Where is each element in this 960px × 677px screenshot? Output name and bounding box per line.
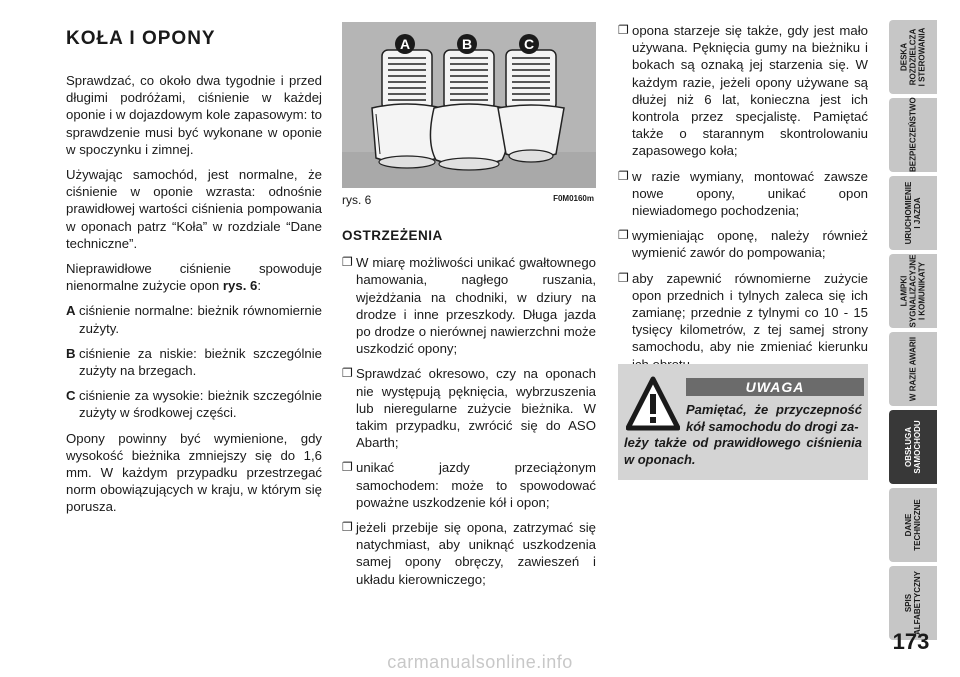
tab-label: SPIS ALFABETYCZNY: [904, 571, 922, 635]
tab-obsluga-samochodu[interactable]: [889, 410, 937, 484]
tab-deska-rozdzielcza[interactable]: [889, 20, 937, 94]
page-title: KOŁA I OPONY: [66, 28, 216, 49]
checkbox-bullet-icon: ❐: [618, 168, 629, 183]
checkbox-bullet-icon: ❐: [342, 460, 353, 475]
legend-text: ciśnienie za wysokie: bieżnik szczególnie zużyty w środkowej części.: [79, 388, 322, 421]
legend-label: A: [66, 303, 76, 319]
legend-text: ciśnienie normalne: bieżnik równomiernie zużyty.: [79, 303, 322, 336]
checkbox-bullet-icon: ❐: [342, 255, 353, 270]
warning-item: [342, 365, 596, 451]
checkbox-bullet-icon: ❐: [618, 228, 629, 243]
warnings-heading: OSTRZEŻENIA: [342, 228, 443, 243]
warning-item: [342, 459, 596, 511]
checkbox-bullet-icon: ❐: [618, 270, 629, 285]
marker-a: A: [395, 34, 415, 54]
caution-text: [624, 402, 862, 468]
legend-item-c: [66, 387, 322, 421]
figure-caption-label: rys. 6: [342, 193, 372, 207]
warnings-section: [342, 227, 596, 596]
warning-text: unikać jazdy przeciążonym samochodem: może to spowodować poważne uszkodzenie kół i opon;: [356, 460, 596, 510]
improper-pressure-paragraph: [66, 260, 322, 294]
tab-w-razie-awarii[interactable]: [889, 332, 937, 406]
warning-text: Sprawdzać okresowo, czy na oponach nie występują pęknięcia, wybrzuszenia lub nieregularne zużycie bieżnika. W takim przypadku, zwrócić się do ASO Abarth;: [356, 366, 596, 451]
marker-c: C: [519, 34, 539, 54]
caution-heading: UWAGA: [686, 378, 864, 396]
marker-b: B: [457, 34, 477, 54]
left-column: [66, 22, 322, 524]
warning-text: wymieniając oponę, należy również wymienić zawór do pompowania;: [632, 228, 868, 261]
warning-text: aby zapewnić równomierne zużycie opon przednich i tylnych zaleca się ich zamianę; przednie z tylnymi co 10 - 15 tysięcy kilometrów, z tej samej strony samochodu, aby nie zmieniać kierunku: [632, 270, 868, 355]
tab-label: W RAZIE AWARII: [908, 336, 918, 402]
closing-paragraph: Opony powinny być wymienione, gdy wysokość bieżnika zmniejszy się do 1,6 mm. W każdym przypadku przestrzegać norm obowiązujących w kraju, w którym się porusza.: [66, 430, 322, 515]
checkbox-bullet-icon: ❐: [342, 366, 353, 381]
tab-label: BEZPIECZEŃSTWO: [908, 97, 918, 172]
improper-pressure-suffix: :: [257, 278, 262, 294]
warning-item: [618, 22, 868, 160]
legend-text: ciśnienie za niskie: bieżnik szczególnie zużyty na brzegach.: [79, 345, 322, 379]
tab-dane-techniczne[interactable]: [889, 488, 937, 562]
tab-label: DANE TECHNICZNE: [904, 499, 922, 551]
intro-paragraph-2: Używając samochód, jest normalne, że ciśnienie w oponie wzrasta: odnośnie prawidłowej wartości ciśnienia pompowania w oponach patrz “Koła” w rozdziale “Dane techniczne”.: [66, 167, 322, 251]
legend-item-a: [66, 302, 322, 336]
checkbox-bullet-icon: ❐: [342, 520, 353, 535]
warning-item: [618, 270, 868, 373]
figure-code: F0M0160m: [553, 194, 594, 203]
warning-item: [342, 519, 596, 588]
figure-caption: [342, 193, 596, 207]
tire-wear-figure: [342, 22, 596, 188]
warning-item: [618, 168, 868, 220]
tab-bezpieczenstwo[interactable]: [889, 98, 937, 172]
page-number: 173: [892, 629, 930, 654]
tab-label: URUCHOMIENIE I JAZDA: [904, 181, 922, 245]
tire-overinflated-icon: [498, 50, 564, 162]
warning-text: w razie wymiany, montować zawsze nowe opony, unikać opon niewiadomego pochodzenia;: [632, 168, 868, 219]
caution-text-first: Pamiętać, że przyczepność kół samochodu do drogi za-: [686, 402, 862, 434]
tab-label: LAMPKI SYGNALIZACYJNE I KOMUNIKATY: [899, 254, 927, 328]
warning-item: [342, 254, 596, 357]
tab-label: OBSŁUGA SAMOCHODU: [904, 420, 922, 474]
checkbox-bullet-icon: ❐: [618, 23, 629, 37]
watermark: carmanualsonline.info: [387, 652, 573, 672]
right-column: [618, 22, 868, 381]
intro-paragraph-1: Sprawdzać, co około dwa tygodnie i przed długimi podróżami, ciśnienie w każdej oponie i w dojazdowym kole zapasowym: to sprawdzenie musi być wykonane w oponie w spoczynku i zimnej.: [66, 73, 322, 157]
tab-uruchomienie[interactable]: [889, 176, 937, 250]
warning-text: jeżeli przebije się opona, zatrzymać się natychmiast, aby uniknąć uszkodzenia samej opony obręczy, zawieszeń i układu kierowniczego;: [356, 520, 596, 587]
figure-reference: rys. 6: [222, 278, 258, 294]
tab-label: DESKA ROZDZIELCZA I STEROWANIA: [899, 27, 927, 87]
legend-item-b: [66, 345, 322, 379]
legend-label: B: [66, 345, 76, 361]
tab-lampki[interactable]: [889, 254, 937, 328]
legend-label: C: [66, 388, 76, 404]
warning-item: [618, 227, 868, 261]
warning-text: opona starzeje się także, gdy jest mało używana. Pęknięcia gumy na bieżniku i bokach są oznaką jej starzenia się. W każdym razie, jeżeli opony używane są dłużej niż 6 lat, konieczna jest ich kontrola przez specjalistę. Pamiętać także o starannym skontrolowaniu zapasowego koła;: [632, 23, 868, 159]
improper-pressure-text: Nieprawidłowe ciśnienie spowoduje nienormalne zużycie opon: [66, 261, 322, 294]
caution-box: [618, 364, 868, 480]
caution-text-rest: leży także od prawidłowego ciśnienia w oponach.: [624, 435, 862, 467]
warning-text: W miarę możliwości unikać gwałtownego hamowania, nagłego ruszania, wjeżdżania na chodniki, w dziury na drodze i inne przeszkody. Długa jazda po drodze o nierównej nawierzchni może uszkodzić opony;: [356, 255, 596, 357]
